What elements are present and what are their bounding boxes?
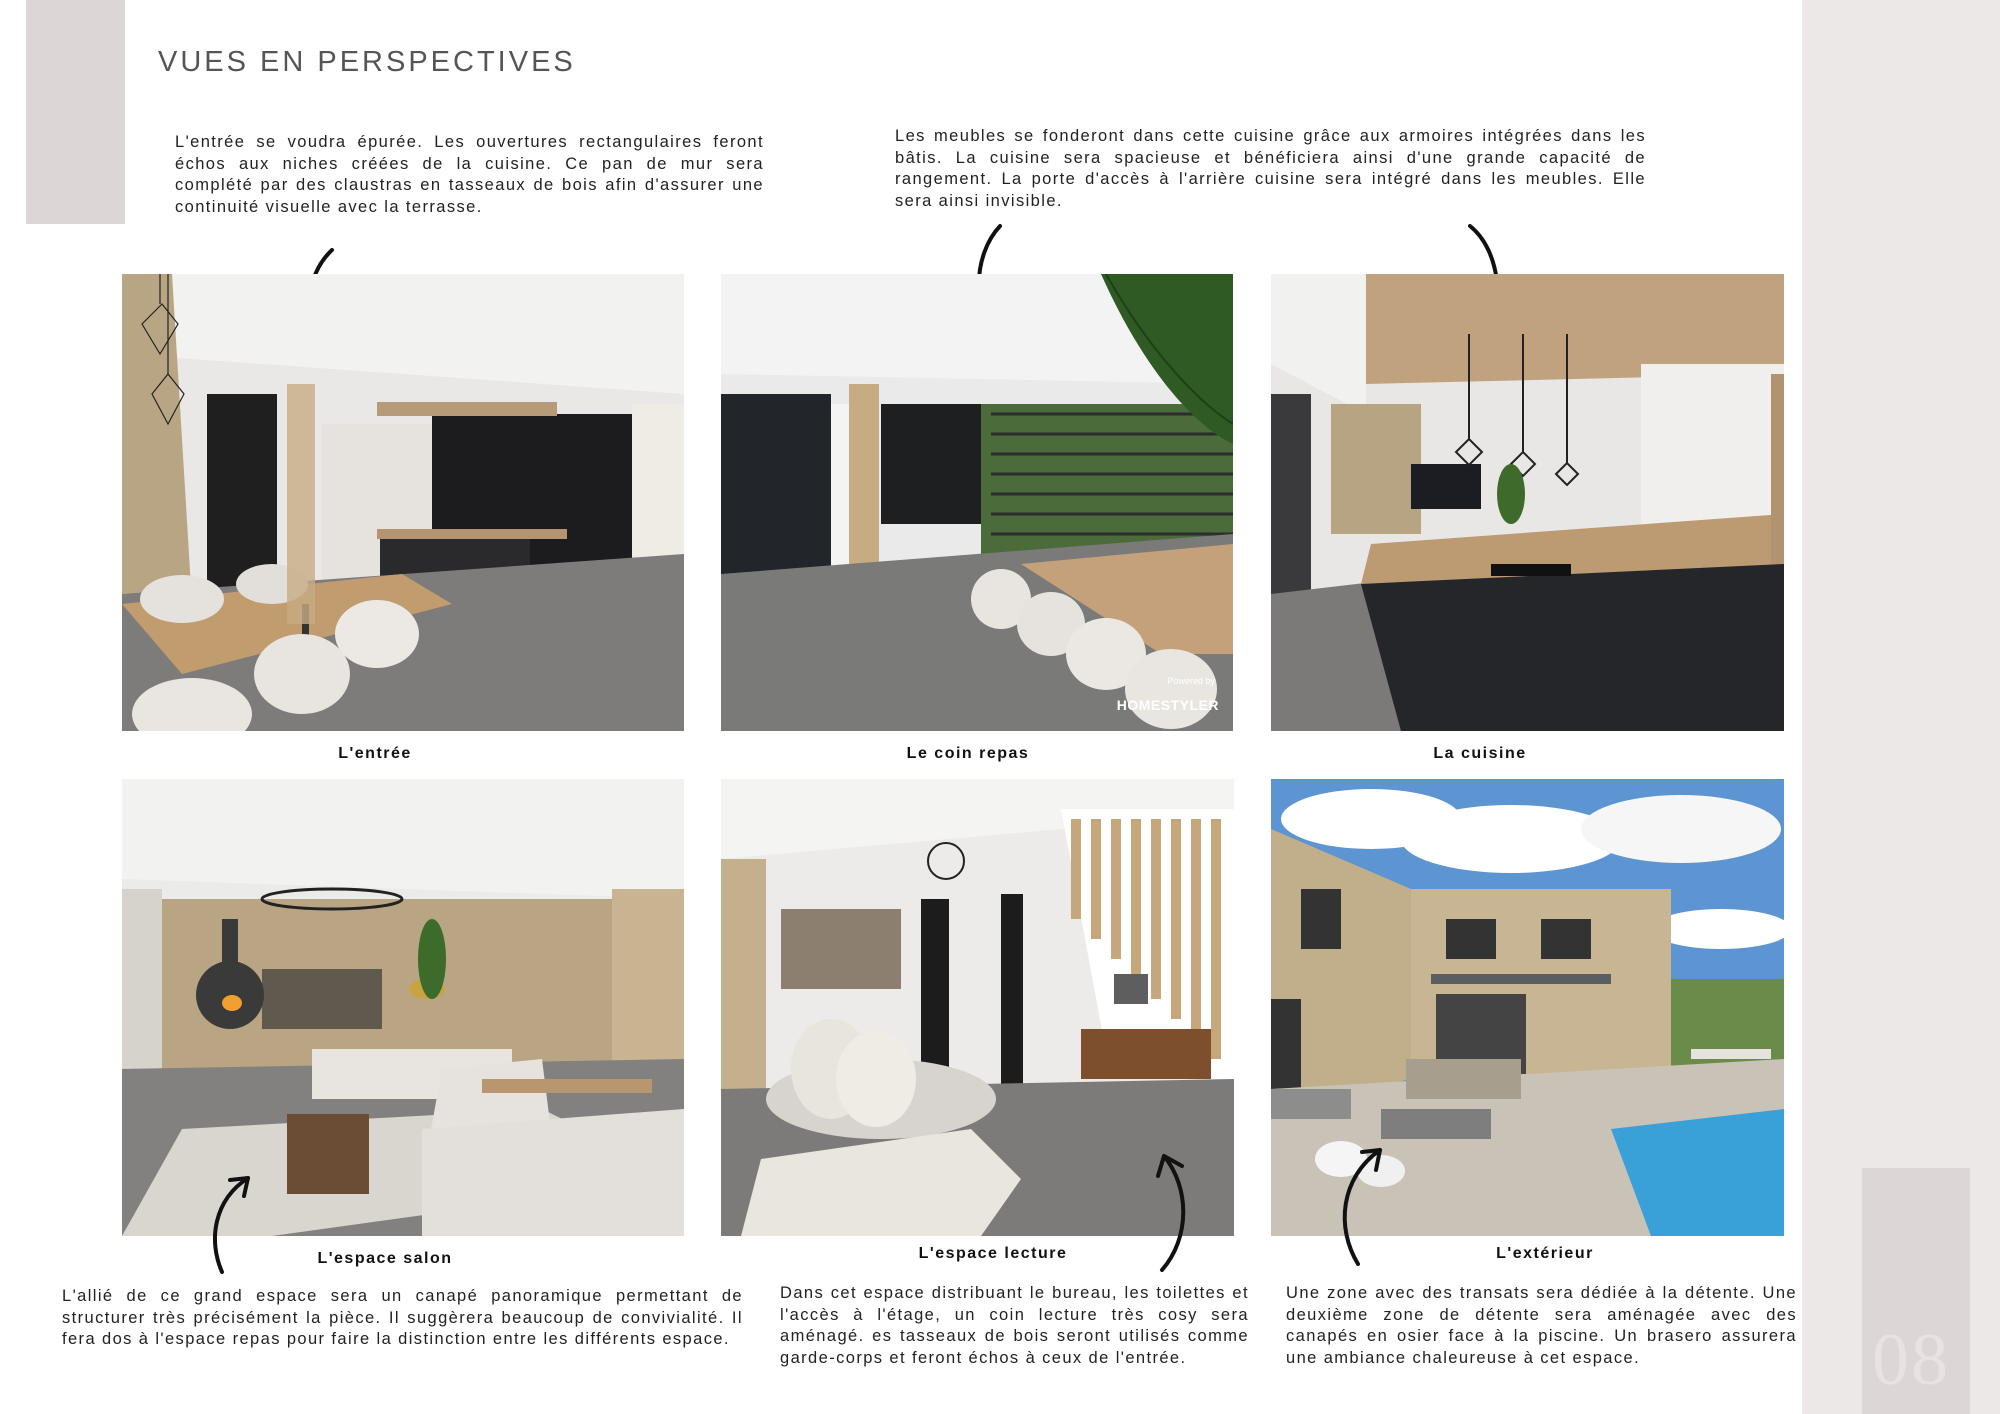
arrow-lecture-icon — [1140, 1148, 1200, 1278]
salon-description: L'allié de ce grand espace sera un canapé panoramique permettant de structurer très précisément la pièce. Il suggèrera beaucoup de convivialité. Il fera dos à l'espace repas pour faire la distinction entre les différents espace. — [62, 1287, 743, 1348]
watermark-powered: Powered by — [1167, 676, 1215, 686]
caption-coin-repas: Le coin repas — [906, 745, 1030, 762]
entree-description: L'entrée se voudra épurée. Les ouvertures rectangulaires feront échos aux niches créées de la cuisine. Ce pan de mur sera complété par des claustras en tasseaux de bois afin d'assurer une continuité visuelle avec la terrasse. — [175, 133, 764, 216]
cuisine-description: Les meubles se fonderont dans cette cuisine grâce aux armoires intégrées dans les bâtis. La cuisine sera spacieuse et bénéficiera ainsi d'une grande capacité de rangement. La porte d'accès à l'arrière cuisine sera intégré dans les meubles. Elle sera ainsi invisible. — [895, 127, 1646, 210]
watermark-brand: HOMESTYLER — [1116, 697, 1219, 713]
photo-coin-repas — [721, 274, 1233, 731]
photo-cuisine — [1271, 274, 1784, 731]
lecture-description: Dans cet espace distribuant le bureau, les toilettes et l'accès à l'étage, un coin lecture très cosy sera aménagé. es tasseaux de bois seront utilisés comme garde-corps et feront échos à ceux de l'entrée. — [780, 1284, 1249, 1367]
caption-exterieur: L'extérieur — [1496, 1245, 1594, 1262]
page-title: VUES EN PERSPECTIVES — [158, 46, 576, 78]
photo-salon — [122, 779, 684, 1236]
arrow-exterieur-icon — [1330, 1138, 1390, 1273]
page-number: 08 — [1872, 1319, 1950, 1401]
arrow-salon-icon — [200, 1170, 260, 1280]
caption-lecture: L'espace lecture — [918, 1245, 1068, 1262]
exterieur-description: Une zone avec des transats sera dédiée à la détente. Une deuxième zone de détente sera aménagée avec des canapés en osier face à la piscine. Un brasero assurera une ambiance chaleureuse à cet espace. — [1286, 1284, 1797, 1367]
photo-entree — [122, 274, 684, 731]
caption-salon: L'espace salon — [317, 1250, 453, 1267]
caption-cuisine: La cuisine — [1433, 745, 1527, 762]
top-left-accent-block — [26, 0, 125, 224]
caption-entree: L'entrée — [338, 745, 412, 762]
